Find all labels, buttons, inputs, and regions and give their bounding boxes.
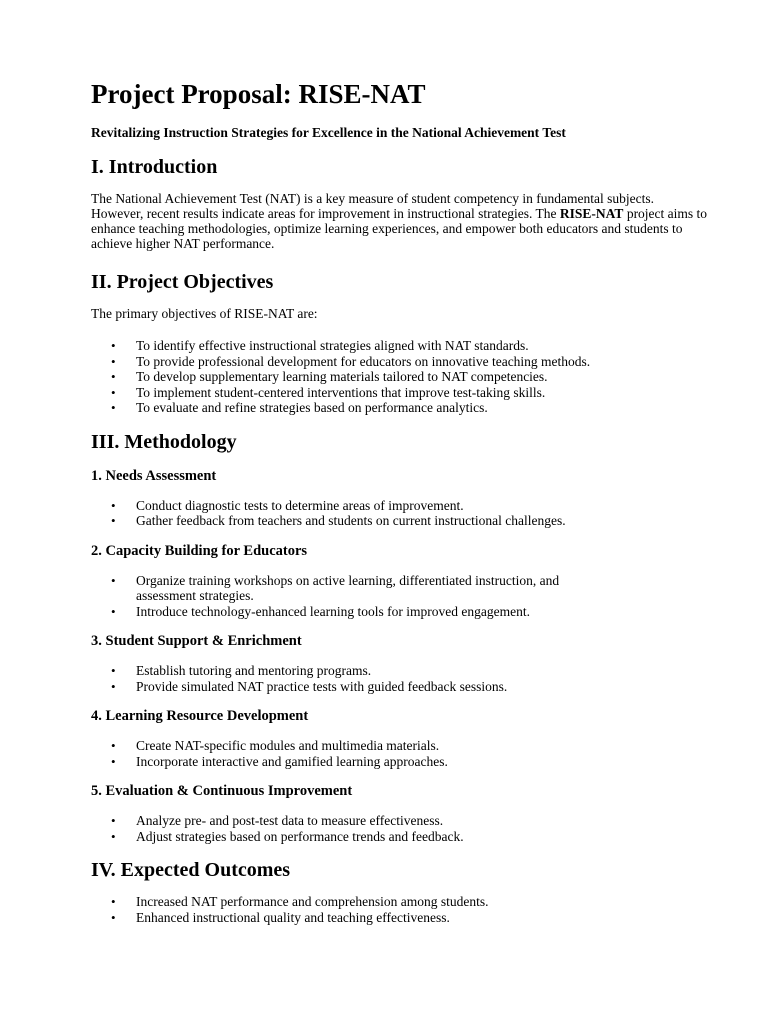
outcomes-list xyxy=(91,894,708,925)
introduction-paragraph xyxy=(91,191,708,251)
methodology-heading: III. Methodology xyxy=(91,430,237,453)
list-item: • To evaluate and refine strategies based on performance analytics. xyxy=(91,400,708,416)
list-item: • To develop supplementary learning materials tailored to NAT competencies. xyxy=(91,369,708,385)
student-support-list xyxy=(91,663,708,694)
list-item: • Adjust strategies based on performance trends and feedback. xyxy=(91,829,708,845)
list-item: • Organize training workshops on active learning, differentiated instruction, and assessment strategies. xyxy=(91,573,708,604)
list-item: • Incorporate interactive and gamified learning approaches. xyxy=(91,754,708,770)
needs-assessment-list xyxy=(91,498,708,529)
capacity-building-list xyxy=(91,573,708,620)
list-item: • Enhanced instructional quality and teaching effectiveness. xyxy=(91,910,708,926)
list-item: • Create NAT-specific modules and multimedia materials. xyxy=(91,738,708,754)
list-item: • Provide simulated NAT practice tests with guided feedback sessions. xyxy=(91,679,708,695)
document-title: Project Proposal: RISE-NAT xyxy=(91,79,426,109)
intro-text-before: The National Achievement Test (NAT) is a key measure of student competency in fundamental subjects. However, recent results indicate areas for improvement in instructional strategies. The xyxy=(91,191,655,221)
list-item: • Establish tutoring and mentoring programs. xyxy=(91,663,708,679)
outcomes-heading: IV. Expected Outcomes xyxy=(91,859,291,881)
capacity-building-heading: 2. Capacity Building for Educators xyxy=(91,542,308,559)
learning-resource-list xyxy=(91,738,708,769)
needs-assessment-heading: 1. Needs Assessment xyxy=(91,467,217,484)
list-item: • To implement student-centered interventions that improve test-taking skills. xyxy=(91,385,708,401)
list-item: • To identify effective instructional strategies aligned with NAT standards. xyxy=(91,338,708,354)
objectives-heading: II. Project Objectives xyxy=(91,271,274,293)
evaluation-heading: 5. Evaluation & Continuous Improvement xyxy=(91,783,353,799)
evaluation-list xyxy=(91,813,708,844)
list-item: • Analyze pre- and post-test data to measure effectiveness. xyxy=(91,813,708,829)
introduction-heading: I. Introduction xyxy=(91,156,218,178)
intro-bold-project-name: RISE-NAT xyxy=(559,206,624,221)
list-item: • Increased NAT performance and comprehension among students. xyxy=(91,894,708,910)
list-item: • To provide professional development for educators on innovative teaching methods. xyxy=(91,354,708,370)
learning-resource-heading: 4. Learning Resource Development xyxy=(91,708,309,724)
objectives-lead: The primary objectives of RISE-NAT are: xyxy=(91,306,318,321)
intro-text-after: project aims to enhance teaching methodologies, optimize learning experiences, and empower both educators and students to achieve higher NAT performance. xyxy=(91,206,708,251)
objectives-list xyxy=(91,338,708,416)
list-item: • Gather feedback from teachers and students on current instructional challenges. xyxy=(91,513,708,529)
list-item: • Introduce technology-enhanced learning tools for improved engagement. xyxy=(91,604,708,620)
student-support-heading: 3. Student Support & Enrichment xyxy=(91,633,302,649)
list-item: • Conduct diagnostic tests to determine areas of improvement. xyxy=(91,498,708,514)
document-subtitle: Revitalizing Instruction Strategies for Excellence in the National Achievement Test xyxy=(91,125,566,140)
